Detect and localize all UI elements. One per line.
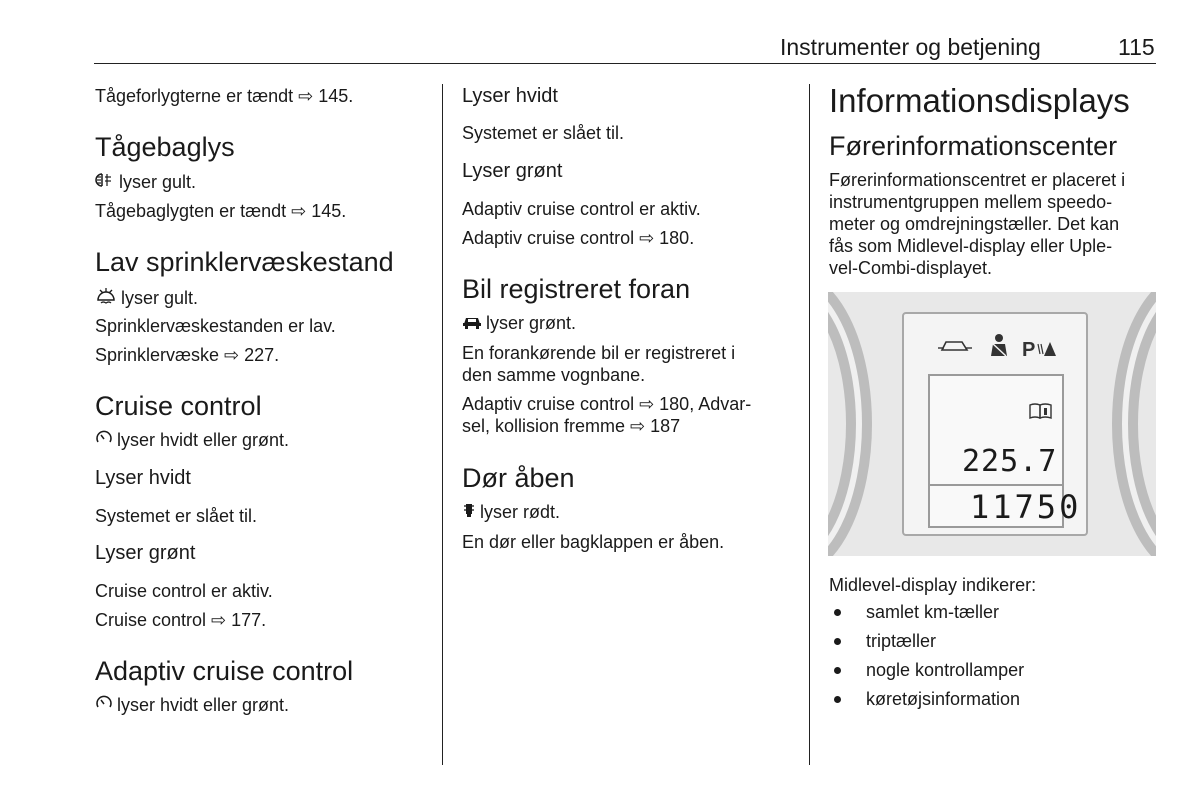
- cruise-green-title: Lyser grønt: [95, 542, 196, 564]
- section-title-door-open: Dør åben: [462, 463, 575, 493]
- adaptive-white-text: Systemet er slået til.: [462, 123, 625, 143]
- top-indicator-row: [904, 326, 1086, 366]
- bullet-dot: [834, 638, 841, 645]
- vehicle-ahead-text-1b: den samme vognbane.: [462, 365, 646, 385]
- dic-para-2: instrumentgruppen mellem speedo-: [829, 192, 1113, 212]
- cruise-control-icon: [95, 429, 113, 452]
- midlevel-display-figure: [828, 292, 1156, 556]
- vehicle-ahead-text-2a: Adaptiv cruise control ⇨ 180, Advar-: [462, 394, 752, 414]
- cruise-white-text: Systemet er slået til.: [95, 506, 258, 526]
- total-odometer-value: 11750: [970, 488, 1082, 526]
- adaptive-green-text-1: Adaptiv cruise control er aktiv.: [462, 199, 701, 219]
- cruise-status: lyser hvidt eller grønt.: [95, 429, 289, 452]
- section-title-washer-fluid: Lav sprinklervæskestand: [95, 247, 394, 277]
- info-book-icon: [1028, 402, 1054, 420]
- fog-rear-status: lyser gult.: [95, 171, 196, 194]
- section-title-vehicle-ahead: Bil registreret foran: [462, 274, 691, 304]
- section-title-dic: Førerinformationscenter: [829, 131, 1118, 161]
- door-open-text: En dør eller bagklappen er åben.: [462, 532, 725, 552]
- list-item: nogle kontrollamper: [866, 660, 1025, 680]
- svg-text:P: P: [1022, 339, 1036, 361]
- intro-text: Tågeforlygterne er tændt ⇨ 145.: [95, 86, 354, 106]
- cruise-white-title: Lyser hvidt: [95, 467, 191, 489]
- lcd-screen: [928, 374, 1082, 528]
- vehicle-ahead-status: lyser grønt.: [462, 312, 576, 335]
- vehicle-ahead-text-2b: sel, kollision fremme ⇨ 187: [462, 416, 681, 436]
- bullet-dot: [834, 609, 841, 616]
- adaptive-status: lyser hvidt eller grønt.: [95, 694, 289, 717]
- vehicle-ahead-icon: [462, 312, 482, 335]
- dic-para-3: meter og omdrejningstæller. Det kan: [829, 214, 1120, 234]
- list-intro: Midlevel-display indikerer:: [829, 575, 1037, 595]
- door-open-status: lyser rødt.: [462, 501, 560, 524]
- dic-para-5: vel-Combi-displayet.: [829, 258, 993, 278]
- seatbelt-indicator-icon: [991, 334, 1007, 356]
- column-divider-2: [809, 84, 810, 765]
- list-item: triptæller: [866, 631, 937, 651]
- washer-status: lyser gult.: [95, 286, 198, 310]
- washer-text-2: Sprinklervæske ⇨ 227.: [95, 345, 280, 365]
- washer-text-1: Sprinklervæskestanden er lav.: [95, 316, 336, 336]
- washer-fluid-icon: [95, 286, 117, 310]
- page-header-title: Instrumenter og betjening: [780, 34, 1041, 60]
- vehicle-ahead-indicator-icon: [938, 342, 972, 350]
- adaptive-green-title: Lyser grønt: [462, 160, 563, 182]
- bullet-dot: [834, 696, 841, 703]
- adaptive-green-text-2: Adaptiv cruise control ⇨ 180.: [462, 228, 695, 248]
- bullet-dot: [834, 667, 841, 674]
- chapter-title: Informationsdisplays: [829, 82, 1130, 119]
- cruise-green-text-2: Cruise control ⇨ 177.: [95, 610, 267, 630]
- section-title-fog-rear: Tågebaglys: [95, 132, 235, 162]
- adaptive-cruise-icon: [95, 694, 113, 717]
- vehicle-ahead-text-1a: En forankørende bil er registreret i: [462, 343, 736, 363]
- fog-rear-text: Tågebaglygten er tændt ⇨ 145.: [95, 201, 347, 221]
- trip-odometer-value: 225.7: [962, 444, 1058, 479]
- page-number: 115: [1118, 34, 1155, 60]
- header-rule: [94, 63, 1156, 64]
- rear-fog-lamp-icon: [95, 171, 115, 194]
- display-frame: [902, 312, 1088, 536]
- lcd-divider: [930, 484, 1062, 486]
- cruise-green-text-1: Cruise control er aktiv.: [95, 581, 273, 601]
- list-item: samlet km-tæller: [866, 602, 1000, 622]
- list-item: køretøjsinformation: [866, 689, 1021, 709]
- adaptive-white-title: Lyser hvidt: [462, 85, 558, 107]
- dic-para-4: fås som Midlevel-display eller Uple-: [829, 236, 1113, 256]
- park-assist-indicator-icon: [1022, 339, 1056, 361]
- dic-para-1: Førerinformationscentret er placeret i: [829, 170, 1126, 190]
- section-title-cruise: Cruise control: [95, 391, 262, 421]
- door-open-icon: [462, 501, 476, 524]
- section-title-adaptive: Adaptiv cruise control: [95, 656, 354, 686]
- column-divider-1: [442, 84, 443, 765]
